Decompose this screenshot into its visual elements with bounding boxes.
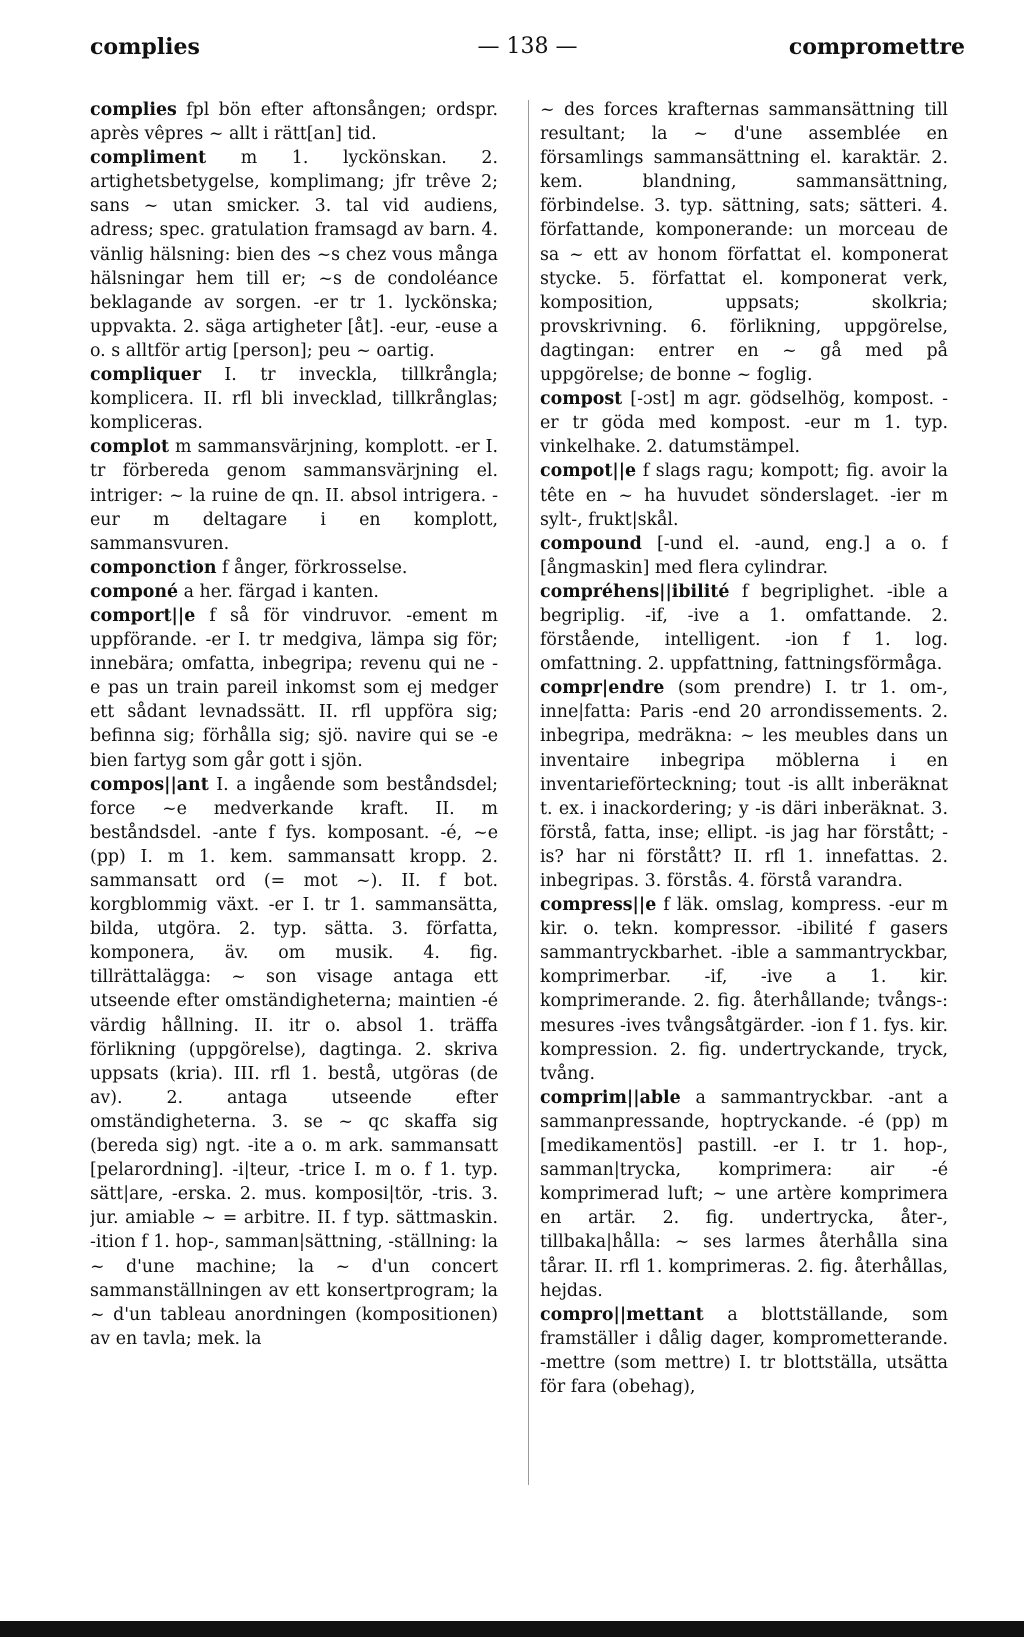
right-column xyxy=(540,98,948,1498)
entry-compote xyxy=(540,459,948,531)
headword: compos||ant xyxy=(90,774,209,795)
entry-body: m sammansvärjning, komplott. -er I. tr förbereda genom sammansvärjning el. intriger: ~ la ruine de qn. II. absol intrigera. -eur m deltagare i en komplott, sammansvuren. xyxy=(90,437,498,554)
headword: comport||e xyxy=(90,605,196,626)
entry-compliquer xyxy=(90,363,498,435)
entry-body: m 1. lyckönskan. 2. artighetsbetygelse, komplimang; jfr trêve 2; sans ~ utan smicker. 3. tal vid audiens, adress; spec. gratulation framsagd av barn. 4. vänlig hälsning: bien des ~s chez vous många hälsningar hem till er; ~s de condoléance beklagande av sorgen. -er tr 1. lyckönska; uppvakta. 2. säga artigheter [åt]. -eur, -euse a o. s alltför artig [person]; peu ~ oartig. xyxy=(90,148,498,361)
entry-body: a her. färgad i kanten. xyxy=(183,581,379,602)
headword: componé xyxy=(90,581,179,602)
page-number: — 138 — xyxy=(477,34,578,59)
headword: complies xyxy=(90,100,177,120)
entry-body: f läk. omslag, kompress. -eur m kir. o. tekn. kompressor. -ibilité f gasers sammantryckbarhet. -ible a sammantryckbar, komprimerbar. -if, -ive a 1. kir. komprimerande. 2. fig. återhållande; tvångs-: mesures -ives tvångsåtgärder. -ion f 1. fys. kir. kompression. 2. fig. undertryckande, tryck, tvång. xyxy=(540,895,948,1084)
entry-body: I. a ingående som beståndsdel; force ~e medverkande kraft. II. m beståndsdel. -ante f fys. komposant. -é, ~e (pp) I. m 1. kem. sammansatt kropp. 2. sammansatt ord (= mot ~). II. f bot. korgblommig växt. -er I. tr 1. sammansätta, bilda, utgöra. 2. typ. sätta. 3. författa, komponera, äv. om musik. 4. fig. tillrättalägga: ~ son visage antaga ett utseende efter omständigheterna; maintien -é värdig hållning. II. itr o. absol 1. träffa förlikning (uppgörelse), dagtinga. 2. skriva uppsats (kria). III. rfl 1. bestå, utgöras (de av). 2. antaga utseende efter omständigheterna. 3. se ~ qc skaffa sig (bereda sig) ngt. -ite a o. m ark. sammansatt [pelarordning]. -i|teur, -trice I. m o. f 1. typ. sätt|are, -erska. 2. mus. komposi|tör, -tris. 3. jur. amiable ~ = arbitre. II. f typ. sättmaskin. -ition f 1. hop-, samman|sättning, -ställning: la ~ d'une machine; la ~ d'un concert sammanställningen av ett konsertprogram; la ~ d'un tableau anordningen (kompositionen) av en tavla; mek. la xyxy=(90,774,498,1349)
entry-body: [-und el. -aund, eng.] a o. f [ångmaskin] med flera cylindrar. xyxy=(540,533,948,578)
left-column xyxy=(90,98,498,1498)
entry-body: f ånger, förkrosselse. xyxy=(222,557,408,578)
entry-componction xyxy=(90,556,498,580)
entry-complot xyxy=(90,435,498,555)
headword: compr|endre xyxy=(540,678,665,699)
entry-composant xyxy=(90,773,498,1351)
headword: comprim||able xyxy=(540,1087,681,1108)
headword: componction xyxy=(90,557,217,578)
headword: compliment xyxy=(90,148,207,169)
headword: compress||e xyxy=(540,895,657,916)
entry-compromettant xyxy=(540,1303,948,1399)
headword: compost xyxy=(540,389,623,410)
entry-complies xyxy=(90,98,498,146)
entry-compliment xyxy=(90,146,498,363)
entry-body: f begriplighet. -ible a begriplig. -if, -ive a 1. omfattande. 2. förstående, intelligent. -ion f 1. log. omfattning. 2. uppfattning, fattningsförmåga. xyxy=(540,581,948,675)
headword: compot||e xyxy=(540,461,637,482)
entry-body: fpl bön efter aftonsången; ordspr. après vêpres ~ allt i rätt[an] tid. xyxy=(90,100,498,145)
column-divider xyxy=(528,100,529,1485)
headword: compliquer xyxy=(90,365,201,386)
entry-body: a blottställande, som framställer i dålig dager, komprometterande. -mettre (som mettre) I. tr blottställa, utsätta för fara (obehag), xyxy=(540,1304,948,1397)
entry-comprendre xyxy=(540,676,948,893)
right-guide-word: compromettre xyxy=(788,34,965,60)
left-guide-word: complies xyxy=(90,34,200,60)
headword: compound xyxy=(540,533,642,554)
entry-body: f så för vindruvor. -ement m uppförande. -er I. tr medgiva, lämpa sig för; innebära; omfatta, inbegripa; revenu qui ne -e pas un train pareil inkomst som ej medger ett sådant levnadssätt. II. rfl uppföra sig; befinna sig; förhålla sig; sjö. navire qui se -e bien fartyg som går gott i sjön. xyxy=(90,605,498,771)
entry-body: (som prendre) I. tr 1. om-, inne|fatta: Paris -end 20 arrondissements. 2. inbegripa, medräkna: ~ les meubles dans un inventaire inbegripa möblerna i en inventarieförteckning; tout -is allt inberäknat t. ex. i inackordering; y -is däri inberäknat. 3. förstå, fatta, inse; ellipt. -is jag har förstått; -is? har ni förstått? II. rfl 1. innefattas. 2. inbegripas. 3. förstås. 4. förstå varandra. xyxy=(540,678,948,891)
entry-comprimable xyxy=(540,1086,948,1303)
entry-body: f slags ragu; kompott; fig. avoir la tête en ~ ha huvudet sönderslaget. -ier m sylt-, frukt|skål. xyxy=(540,461,948,530)
entry-body: I. tr inveckla, tillkrångla; komplicera. II. rfl bli invecklad, tillkrånglas; kompliceras. xyxy=(90,365,498,434)
headword: compréhens||ibilité xyxy=(540,581,730,602)
headword: complot xyxy=(90,437,169,458)
headword: compro||mettant xyxy=(540,1304,704,1325)
entry-body: [-ɔst] m agr. gödselhög, kompost. -er tr göda med kompost. -eur m 1. typ. vinkelhake. 2. datumstämpel. xyxy=(540,389,948,458)
entry-body: a sammantryckbar. -ant a sammanpressande, hoptryckande. -é (pp) m [medikamentös] pastill. -er I. tr 1. hop-, samman|trycka, komprimera: air -é komprimerad luft; ~ une artère komprimera en artär. 2. fig. undertrycka, åter-, tillbaka|hålla: ~ ses larmes återhålla sina tårar. II. rfl 1. komprimeras. 2. fig. återhållas, hejdas. xyxy=(540,1087,948,1301)
entry-comprehensibilite xyxy=(540,580,948,676)
entry-body: ~ des forces krafternas sammansättning till resultant; la ~ d'une assemblée en församlings sammansättning el. karaktär. 2. kem. blandning, sammansättning, förbindelse. 3. typ. sättning, sats; sätteri. 4. författande, komponerande: un morceau de sa ~ ett av honom författat el. komponerat stycke. 5. författat el. komponerat verk, komposition, uppsats; skolkria; provskrivning. 6. förlikning, uppgörelse, dagtingan: entrer en ~ gå med på uppgörelse; de bonne ~ foglig. xyxy=(540,100,948,386)
entry-compound xyxy=(540,532,948,580)
entry-compresse xyxy=(540,893,948,1086)
entry-comporte xyxy=(90,604,498,773)
page-header xyxy=(90,34,965,74)
entry-composition-continued xyxy=(540,98,948,387)
entry-compone xyxy=(90,580,498,604)
scan-edge-bar xyxy=(0,1621,1024,1637)
entry-compost xyxy=(540,387,948,459)
